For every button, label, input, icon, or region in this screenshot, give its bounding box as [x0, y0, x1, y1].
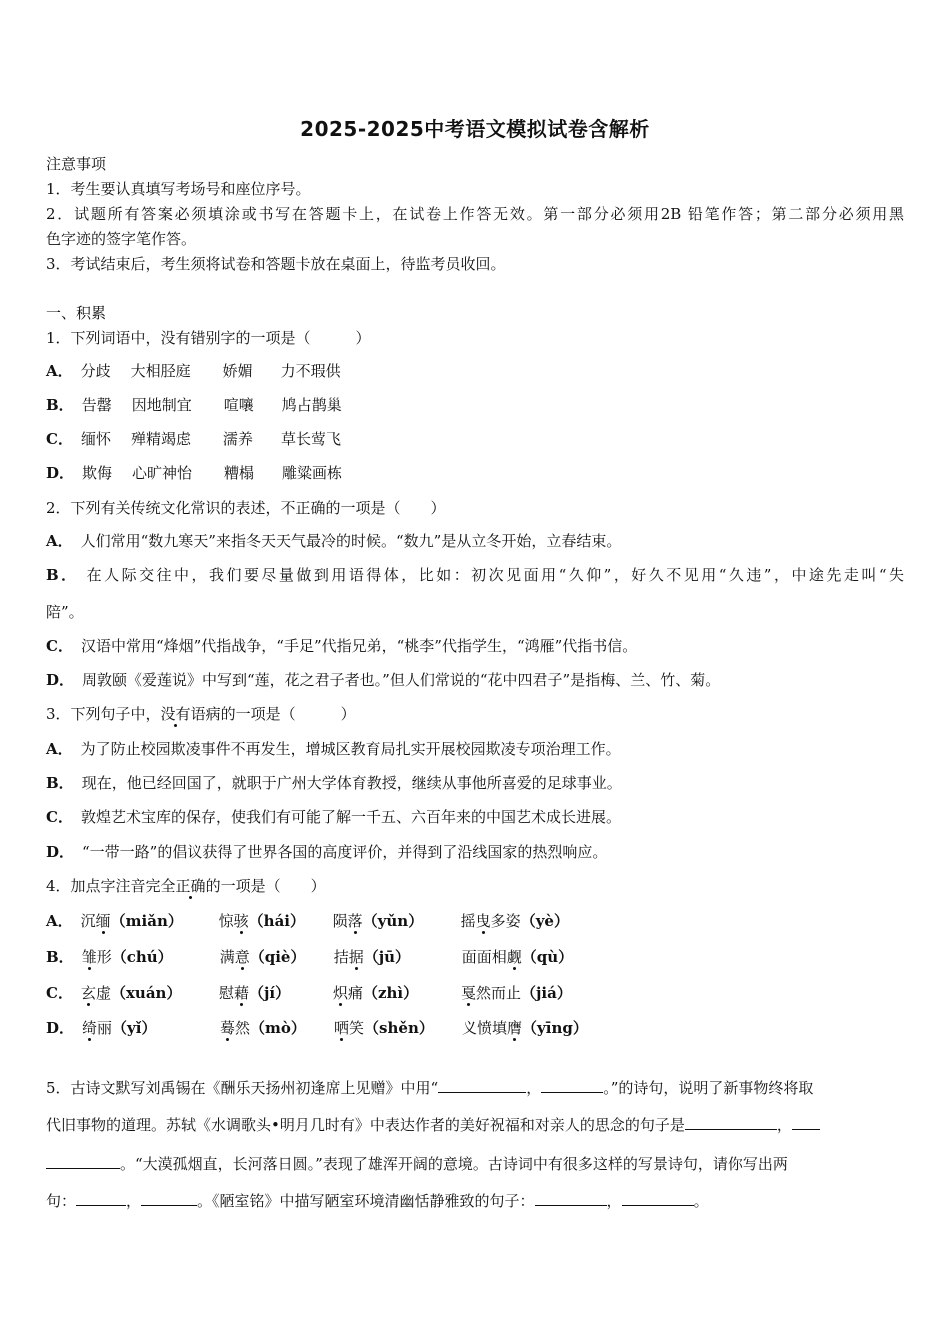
question-2-option: [46, 635, 637, 656]
option-word: 草长莺飞: [280, 430, 341, 448]
dotted-character: 膺: [507, 1019, 523, 1037]
q5-text: 。: [693, 1192, 709, 1210]
word-part: 陨: [332, 912, 348, 930]
notice-item: 3．考试结束后，考生须将试卷和答题卡放在桌面上，待监考员收回。: [46, 255, 506, 273]
word-part: 满: [219, 948, 235, 966]
option-word: 娇媚: [222, 362, 253, 380]
dotted-character: 蓦: [220, 1019, 236, 1037]
pinyin: （jiá）: [520, 984, 572, 1002]
word-part: 惊: [218, 912, 234, 930]
pinyin: （qù）: [521, 948, 574, 966]
option-items: [81, 982, 601, 1000]
notice-item: 1．考生要认真填写考场号和座位序号。: [46, 180, 311, 198]
dotted-character: 曳: [475, 912, 491, 930]
dotted-emphasis: 正确: [175, 877, 206, 895]
dotted-character: 藉: [233, 984, 249, 1002]
word-part: 笑: [349, 1019, 365, 1037]
q5-text: ，: [526, 1079, 542, 1097]
question-4-option[interactable]: [46, 982, 601, 1003]
word-with-pinyin: [220, 1017, 306, 1038]
pinyin: （shěn）: [364, 1019, 434, 1037]
q5-text: ，: [126, 1192, 142, 1210]
word-with-pinyin: [219, 910, 305, 931]
answer-blank[interactable]: [622, 1191, 694, 1206]
q5-text: 。《陋室铭》中描写陋室环境清幽恬静雅致的句子：: [197, 1192, 535, 1210]
option-label: D．: [46, 671, 75, 689]
word-with-pinyin: [82, 946, 173, 967]
option-label: B．: [46, 948, 74, 966]
word-part: 慰: [218, 984, 234, 1002]
question-5-line: [46, 1077, 813, 1098]
option-word: 力不瑕供: [280, 362, 341, 380]
word-with-pinyin: [81, 910, 183, 931]
word-part: 痛: [347, 984, 363, 1002]
q5-text: 。“大漠孤烟直，长河落日圆。”表现了雄浑开阔的意境。古诗词中有很多这样的写景诗句，请你写出两: [120, 1155, 788, 1173]
option-words: [82, 394, 372, 412]
option-text: 人们常用“数九寒天”来指冬天天气最冷的时候。“数九”是从立冬开始，立春结束。: [80, 532, 622, 550]
word-with-pinyin: [219, 982, 290, 1003]
dotted-character: 雏: [81, 948, 97, 966]
option-word: 殚精竭虑: [130, 430, 191, 448]
q5-text: 5．古诗文默写刘禹锡在《酬乐天扬州初逢席上见赠》中用“: [46, 1079, 439, 1097]
word-part: 面面相: [461, 948, 507, 966]
answer-blank[interactable]: [141, 1191, 197, 1206]
option-items: [82, 1017, 602, 1035]
question-1-option[interactable]: [46, 394, 372, 415]
option-text: “一带一路”的倡议获得了世界各国的高度评价，并得到了沿线国家的热烈响应。: [82, 843, 608, 861]
option-text: 为了防止校园欺凌事件不再发生，增城区教育局扎实开展校园欺凌专项治理工作。: [80, 740, 621, 758]
answer-blank[interactable]: [792, 1115, 820, 1130]
option-word: 鸠占鹊巢: [281, 396, 342, 414]
dotted-character: 炽: [332, 984, 348, 1002]
option-items: [82, 946, 602, 964]
question-3-option[interactable]: [46, 738, 621, 759]
pinyin: （yǔn）: [362, 912, 424, 930]
option-label: A．: [46, 362, 73, 380]
option-word: 因地制宜: [131, 396, 192, 414]
question-2-option: [46, 669, 720, 690]
notice-item: 色字迹的签字笔作答。: [46, 230, 197, 248]
option-text: 汉语中常用“烽烟”代指战争，“手足”代指兄弟，“桃李”代指学生，“鸿雁”代指书信。: [80, 637, 638, 655]
stem-text: 4．加点字注音完全: [46, 877, 176, 895]
word-with-pinyin: [334, 1017, 434, 1038]
question-4-option[interactable]: [46, 910, 601, 931]
pinyin: （xuán）: [110, 984, 182, 1002]
option-word: 喧嚷: [223, 396, 254, 414]
word-part: 然: [235, 1019, 251, 1037]
pinyin: （jū）: [363, 948, 411, 966]
notice-item: 2．试题所有答案必须填涂或书写在答题卡上，在试卷上作答无效。第一部分必须用2B 铅笔作答；第二部分必须用黑: [46, 205, 904, 223]
word-part: 义愤填: [462, 1019, 508, 1037]
option-word: 濡养: [222, 430, 253, 448]
question-1-option[interactable]: [46, 428, 371, 449]
dotted-character: 缅: [95, 912, 111, 930]
pinyin: （miǎn）: [110, 912, 183, 930]
page-title: 2025-2025中考语文模拟试卷含解析: [300, 117, 650, 141]
option-items: [81, 910, 601, 928]
stem-text: 的一项是（ ）: [205, 877, 326, 895]
option-word: 告罄: [81, 396, 112, 414]
word-with-pinyin: [462, 946, 573, 967]
dotted-character: 戛: [460, 984, 476, 1002]
dotted-emphasis: 没有: [160, 705, 191, 723]
dotted-character: 觑: [506, 948, 522, 966]
question-4-option[interactable]: [46, 946, 602, 967]
question-4-option[interactable]: [46, 1017, 602, 1038]
option-label: D．: [46, 1019, 75, 1037]
answer-blank[interactable]: [76, 1191, 126, 1206]
question-5-line: [46, 1153, 788, 1174]
answer-blank[interactable]: [541, 1078, 603, 1093]
option-text-continued: 陪”。: [46, 603, 84, 621]
question-1-stem: 1．下列词语中，没有错别字的一项是（ ）: [46, 329, 371, 347]
option-label: B．: [46, 774, 74, 792]
pinyin: （hái）: [248, 912, 305, 930]
dotted-character: 骇: [233, 912, 249, 930]
option-word: 分歧: [80, 362, 111, 380]
option-words: [81, 360, 371, 378]
q5-text: 代旧事物的道理。苏轼《水调歌头•明月几时有》中表达作者的美好祝福和对亲人的思念的句子是: [46, 1116, 685, 1134]
word-part: 丽: [97, 1019, 113, 1037]
word-part: 虚: [95, 984, 111, 1002]
question-3-option[interactable]: [46, 806, 621, 827]
q5-text: ，: [776, 1116, 792, 1134]
q5-text: 。”的诗句，说明了新事物终将取: [603, 1079, 814, 1097]
dotted-character: 意: [234, 948, 250, 966]
option-label: B．: [46, 566, 79, 584]
option-label: A．: [46, 532, 73, 550]
question-1-option[interactable]: [46, 462, 372, 483]
question-2-option: [46, 530, 621, 551]
question-3-stem: [46, 703, 356, 724]
option-words: [82, 462, 372, 480]
question-5-line: [46, 1190, 709, 1211]
notice-heading: 注意事项: [46, 155, 107, 173]
question-5-line: [46, 1114, 820, 1135]
stem-text: 语病的一项是（ ）: [190, 705, 356, 723]
pinyin: （yǐ）: [112, 1019, 157, 1037]
answer-blank[interactable]: [46, 1154, 120, 1169]
option-label: C．: [46, 808, 73, 826]
question-2-stem: 2．下列有关传统文化常识的表述，不正确的一项是（ ）: [46, 499, 446, 517]
option-label: D．: [46, 843, 75, 861]
dotted-character: 玄: [80, 984, 96, 1002]
option-text: 在人际交往中，我们要尽量做到用语得体，比如：初次见面用“久仰”，好久不见用“久违”，中途先走叫“失: [86, 566, 904, 584]
word-with-pinyin: [220, 946, 306, 967]
pinyin: （jí）: [248, 984, 291, 1002]
option-label: C．: [46, 637, 73, 655]
question-1-option[interactable]: [46, 360, 371, 381]
option-text: 敦煌艺术宝库的保存，使我们有可能了解一千五、六百年来的中国艺术成长进展。: [80, 808, 621, 826]
pinyin: （mò）: [250, 1019, 306, 1037]
option-word: 缅怀: [80, 430, 111, 448]
dotted-character: 绮: [82, 1019, 98, 1037]
word-with-pinyin: [334, 946, 410, 967]
stem-text: 3．下列句子中，: [46, 705, 161, 723]
word-with-pinyin: [461, 910, 569, 931]
question-3-option[interactable]: [46, 841, 607, 862]
word-with-pinyin: [333, 910, 424, 931]
dotted-character: 据: [348, 948, 364, 966]
section-heading: 一、积累: [46, 304, 107, 322]
option-word: 大相胫庭: [130, 362, 191, 380]
pinyin: （qiè）: [249, 948, 306, 966]
word-with-pinyin: [82, 1017, 156, 1038]
q5-text: 句：: [46, 1192, 77, 1210]
word-part: 多姿: [490, 912, 521, 930]
dotted-character: 落: [347, 912, 363, 930]
word-with-pinyin: [462, 1017, 588, 1038]
q5-text: ，: [606, 1192, 622, 1210]
word-part: 摇: [460, 912, 476, 930]
option-label: A．: [46, 740, 73, 758]
pinyin: （yè）: [520, 912, 569, 930]
word-part: 然而止: [475, 984, 521, 1002]
option-label: C．: [46, 984, 73, 1002]
option-text: 周敦颐《爱莲说》中写到“莲，花之君子者也。”但人们常说的“花中四君子”是指梅、兰、竹、菊。: [82, 671, 721, 689]
word-part: 沉: [80, 912, 96, 930]
answer-blank[interactable]: [438, 1078, 526, 1093]
word-with-pinyin: [81, 982, 182, 1003]
word-with-pinyin: [461, 982, 572, 1003]
pinyin: （yīng）: [522, 1019, 588, 1037]
dotted-character: 哂: [334, 1019, 350, 1037]
option-word: 欺侮: [82, 464, 113, 482]
word-part: 形: [96, 948, 112, 966]
option-word: 心旷神怡: [132, 464, 193, 482]
option-label: D．: [46, 464, 75, 482]
word-part: 拮: [333, 948, 349, 966]
option-label: C．: [46, 430, 73, 448]
answer-blank[interactable]: [685, 1115, 777, 1130]
option-words: [81, 428, 371, 446]
pinyin: （zhì）: [362, 984, 419, 1002]
question-3-option[interactable]: [46, 772, 622, 793]
question-4-stem: [46, 875, 326, 896]
option-label: B．: [46, 396, 74, 414]
word-with-pinyin: [333, 982, 418, 1003]
question-2-option: [46, 564, 904, 585]
option-label: A．: [46, 912, 73, 930]
pinyin: （chú）: [111, 948, 173, 966]
option-text: 现在，他已经回国了，就职于广州大学体育教授，继续从事他所喜爱的足球事业。: [81, 774, 622, 792]
answer-blank[interactable]: [535, 1191, 607, 1206]
option-word: 雕粱画栋: [282, 464, 343, 482]
option-word: 糟榻: [224, 464, 255, 482]
